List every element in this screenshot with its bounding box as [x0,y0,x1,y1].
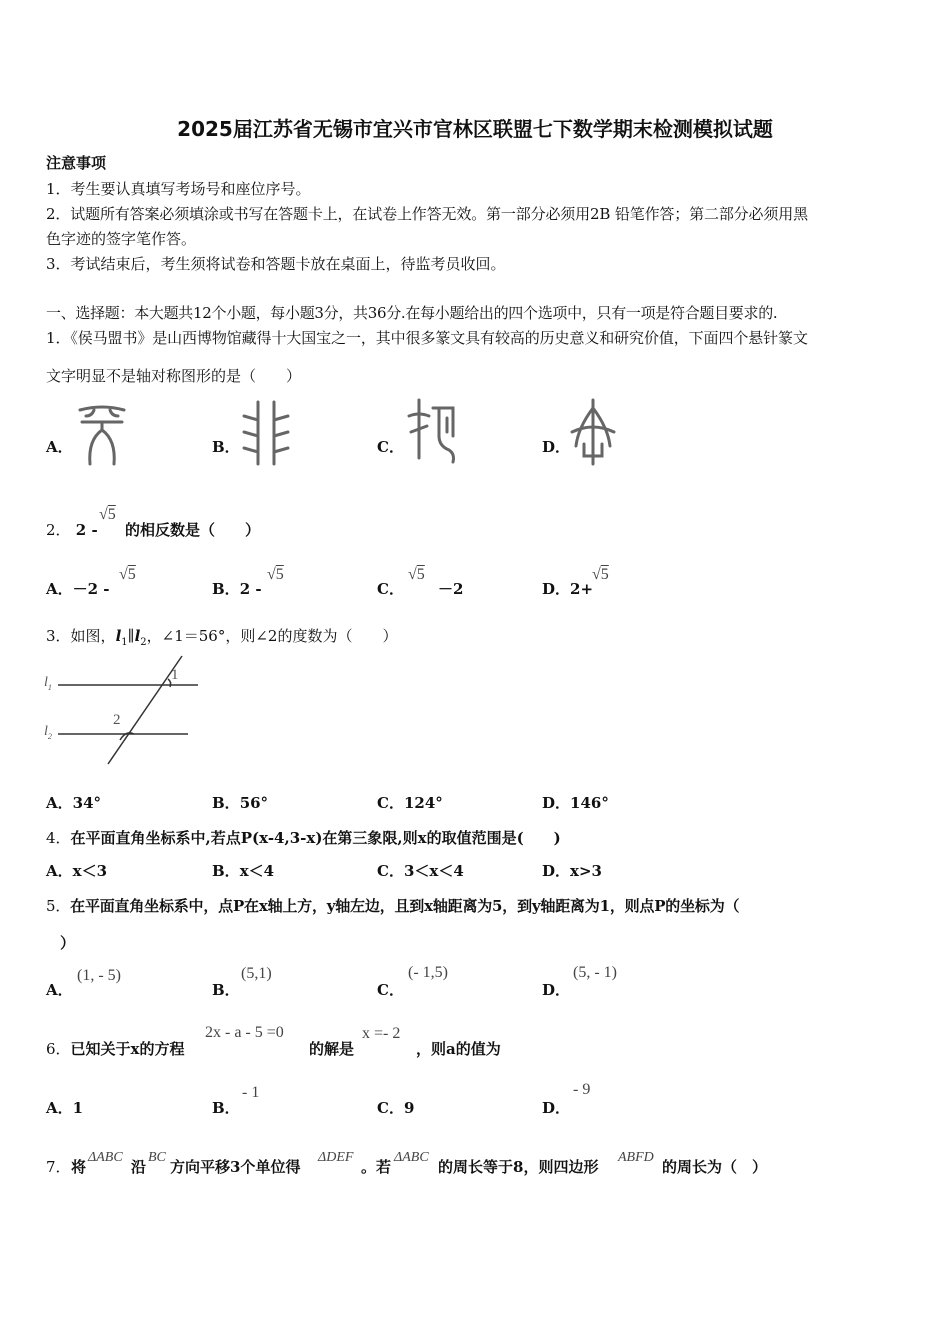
q1-option-d-label: D． [542,438,571,456]
q5-question [46,895,739,916]
q7-number: 7． [46,1158,71,1176]
notice-heading: 注意事项 [46,154,107,172]
q2-sqrt [99,506,116,524]
q6-option-a: A．1 [46,1099,84,1117]
q6-option-c: C．9 [377,1099,415,1117]
q7-math-2: BC [148,1150,166,1165]
q5-text-cont: ） [60,934,76,952]
radical-sign-icon: √ [267,566,276,583]
radical-sign-icon: √ [408,566,417,583]
seal-glyph-b [238,398,294,468]
q5-option-d-label: D． [542,981,571,999]
q5-option-d-value: (5, - 1) [573,964,617,981]
q3-l2-sub: 2 [140,637,147,648]
q4-question [46,827,561,848]
page-title: 2025届江苏省无锡市宜兴市官林区联盟七下数学期末检测模拟试题 [177,117,773,141]
q4-option-b: B．x＜4 [212,862,275,880]
q3-text-post: ，∠1＝56°，则∠2的度数为（ ） [146,627,398,645]
notice-item-3: 3．考试结束后，考生须将试卷和答题卡放在桌面上，待监考员收回。 [46,255,506,273]
q3-option-b: B．56° [212,794,269,812]
q1-text-line1: 1．《侯马盟书》是山西博物馆藏得十大国宝之一，其中很多篆文具有较高的历史意义和研究价值，下面四个悬针篆文 [46,329,808,347]
q7-text-1: 将 [71,1158,87,1176]
q3-fig-angle1: 1 [171,667,179,683]
q3-fig-l1: $l_1$ [44,675,52,692]
q7-text-3: 方向平移3个单位得 [170,1158,301,1176]
q1-option-a-label: A． [46,438,73,456]
q5-option-a-label: A． [46,981,73,999]
q5-number: 5． [46,897,71,915]
q1-option-c-label: C． [377,438,404,456]
q6-solution: x =- 2 [362,1025,401,1042]
q2-text: 的相反数是（ ） [125,521,261,539]
notice-item-2: 2．试题所有答案必须填涂或书写在答题卡上，在试卷上作答无效。第一部分必须用2B 铅笔作答；第二部分必须用黑 [46,205,808,223]
q3-l2: l [134,627,141,645]
q6-number: 6． [46,1040,71,1058]
q2-option-a-sqrt [119,566,136,584]
seal-glyph-a [72,400,132,468]
q3-figure [40,652,210,770]
q6-question-pre [46,1038,185,1059]
q7-text-4: 。若 [361,1158,392,1176]
q3-l1-sub: 1 [121,637,128,648]
q7-text-2: 沿 [131,1158,147,1176]
q2-option-b-label: B． [212,580,240,598]
q3-l1: l [115,627,122,645]
q2-option-c-post: －2 [438,580,464,598]
q2-number: 2． [46,521,71,539]
q3-number: 3． [46,627,71,645]
q2-option-a-label: A． [46,580,73,598]
q4-text: 在平面直角坐标系中,若点P(x-4,3-x)在第三象限,则x的取值范围是( ) [70,829,561,847]
q2-option-b-radicand: 5 [275,566,284,583]
q3-question [46,625,397,648]
q2-option-a-radicand: 5 [127,566,136,583]
q5-option-b-value: (5,1) [241,965,272,982]
q4-option-a: A．x＜3 [46,862,108,880]
radical-sign-icon: √ [592,566,601,583]
q2-option-c-radicand: 5 [416,566,425,583]
q3-option-a: A．34° [46,794,102,812]
radical-sign-icon: √ [119,566,128,583]
q7-math-4: ΔABC [394,1150,429,1165]
q2-option-b-sqrt [267,566,284,584]
q2-option-d-sqrt [592,566,609,584]
q5-option-a-value: (1, - 5) [77,967,121,984]
q2-option-b-pre: 2 - [239,580,262,598]
q2-radicand: 5 [107,506,116,523]
q2-option-c-sqrt [408,566,425,584]
notice-item-2-cont: 色字迹的签字笔作答。 [46,230,197,248]
q6-text-post: ，则a的值为 [416,1040,501,1058]
q6-text-mid: 的解是 [309,1040,355,1058]
q4-option-c: C．3＜x＜4 [377,862,464,880]
radical-sign-icon: √ [99,506,108,523]
q6-equation: 2x - a - 5 =0 [205,1024,284,1041]
q2-option-a-pre: －2 - [72,580,110,598]
q7-text-5: 的周长等于8，则四边形 [438,1158,599,1176]
q1-text-line2: 文字明显不是轴对称图形的是（ ） [46,367,302,385]
q3-fig-l2: $l_2$ [44,724,52,741]
q6-option-d-value: - 9 [573,1081,591,1098]
q3-text-pre: 如图， [70,627,116,645]
q3-option-d: D．146° [542,794,609,812]
q7-text-6: 的周长为（ ） [662,1158,768,1176]
q2-option-c-label: C． [377,580,404,598]
q4-option-d: D．x>3 [542,862,602,880]
q7-math-1: ΔABC [88,1150,123,1165]
notice-item-1: 1．考生要认真填写考场号和座位序号。 [46,180,311,198]
q3-option-c: C．124° [377,794,443,812]
q7-math-5: ABFD [618,1150,654,1165]
q4-number: 4． [46,829,71,847]
q6-text-pre: 已知关于x的方程 [70,1040,185,1058]
q1-option-b-label: B． [212,438,240,456]
q6-option-b-label: B． [212,1099,240,1117]
q5-text: 在平面直角坐标系中，点P在x轴上方，y轴左边，且到x轴距离为5，到y轴距离为1，则点P的坐标为（ [70,897,740,915]
q2-option-d-label: D． [542,580,571,598]
q3-fig-angle2: 2 [113,712,121,728]
q3-parallel: ∥ [127,627,135,645]
q5-option-c-value: (- 1,5) [408,964,448,981]
seal-glyph-d [568,398,618,468]
q6-option-b-value: - 1 [242,1084,260,1101]
q2-expr-pre: 2 - [75,521,98,539]
q2-option-d-pre: 2+ [570,580,594,598]
section-heading: 一、选择题：本大题共12个小题，每小题3分，共36分.在每小题给出的四个选项中，只有一项是符合题目要求的. [46,304,778,322]
q5-option-c-label: C． [377,981,404,999]
seal-glyph-c [405,396,461,468]
q7-math-3: ΔDEF [318,1150,354,1165]
q2-option-d-radicand: 5 [600,566,609,583]
q6-option-d-label: D． [542,1099,571,1117]
q5-option-b-label: B． [212,981,240,999]
